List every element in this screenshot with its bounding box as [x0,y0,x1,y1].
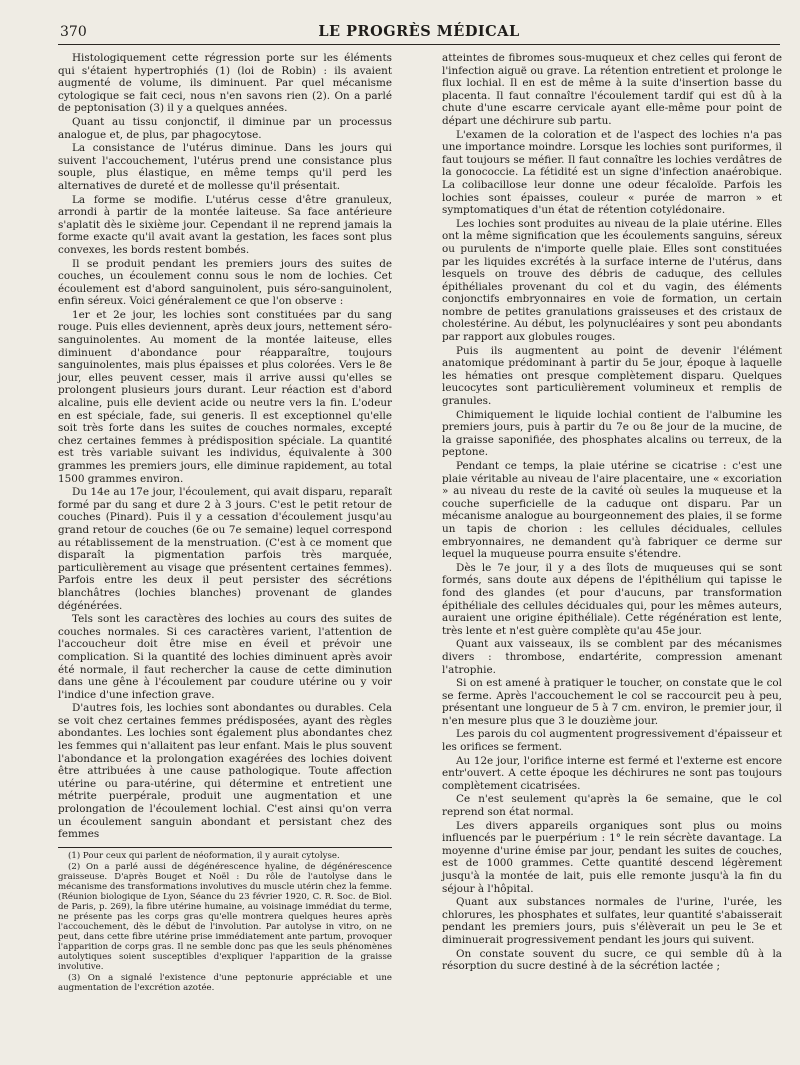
paragraph: On constate souvent du sucre, ce qui semble dû à la résorption du sucre destiné à de la sécrétion lactée ; [442,947,782,973]
footnote: (3) On a signalé l'existence d'une peptonurie appréciable et une augmentation de l'excrétion azotée. [58,972,392,993]
paragraph: Histologiquement cette régression porte sur les éléments qui s'étaient hypertrophiés (1) (loi de Robin) : ils avaient augmenté de volume, ils diminuent. Par quel mécanisme cytologique se fait ceci, nous n'en savons rien (2). On a parlé de peptonisation (3) il y a quelques années. [58,52,392,115]
right-column [442,52,782,974]
footnote: (2) On a parlé aussi de dégénérescence hyaline, de dégénérescence graisseuse. D'après Bouget et Noël : Du rôle de l'autolyse dans le mécanisme des transformations involutives du muscle utérin chez la femme. (Réunion biologique de Lyon, Séance du 23 février 1920, C. R. Soc. de Biol. de Paris, p. 269), la fibre utérine humaine, au voisinage immédiat du terme, ne présente pas les corps gras qu'elle montrera quelques heures après l'accouchement, dès le début de l'involution. Par autolyse in vitro, on ne peut, dans cette fibre utérine prise immédiatement ante partum, provoquer l'apparition de corps gras. Il ne semble donc pas que les seuls phénomènes autolytiques soient susceptibles d'expliquer l'apparition de la graisse involutive. [58,861,392,972]
left-column [58,52,392,993]
paragraph: Du 14e au 17e jour, l'écoulement, qui avait disparu, reparaît formé par du sang et dure 2 à 3 jours. C'est le petit retour de couches (Pinard). Puis il y a cessation d'écoulement jusqu'au grand retour de couches (6e ou 7e semaine) lequel correspond au rétablissement de la menstruation. (C'est à ce moment que disparaît la pigmentation parfois très marquée, particulièrement au visage que présentent certaines femmes). Parfois entre les deux il peut persister des sécrétions blanchâtres (lochies blanches) provenant de glandes dégénérées. [58,486,392,612]
page-number: 370 [60,24,87,40]
paragraph: Puis ils augmentent au point de devenir l'élément anatomique prédominant à partir du 5e jour, époque à laquelle les hématies ont presque complètement disparu. Quelques leucocytes sont particulièrement volumineux et remplis de granules. [442,344,782,408]
paragraph: D'autres fois, les lochies sont abondantes ou durables. Cela se voit chez certaines femmes prédisposées, ayant des règles abondantes. Les lochies sont également plus abondantes chez les femmes qui n'allaitent pas leur enfant. Mais le plus souvent l'abondance et la prolongation exagérées des lochies doivent être attribuées à une cause pathologique. Toute affection utérine ou para-utérine, qui détermine et entretient une métrite puerpérale, produit une augmentation et une prolongation de l'écoulement lochial. C'est ainsi qu'on verra un écoulement sanguin abondant et persistant chez des femmes [58,702,392,841]
footnote: (1) Pour ceux qui parlent de néoformation, il y aurait cytolyse. [68,850,340,861]
paragraph: Il se produit pendant les premiers jours des suites de couches, un écoulement connu sous le nom de lochies. Cet écoulement est d'abord sanguinolent, puis séro-sanguinolent, enfin séreux. Voici généralement ce que l'on observe : [58,257,392,308]
journal-title: LE PROGRÈS MÉDICAL [318,23,520,40]
paragraph: Quant aux substances normales de l'urine, l'urée, les chlorures, les phosphates et sulfates, leur quantité s'abaisserait pendant les premiers jours, puis s'élèverait un peu le 3e et diminuerait progressivement pendant les jours qui suivent. [442,896,782,946]
paragraph: Les parois du col augmentent progressivement d'épaisseur et les orifices se ferment. [442,728,782,754]
paragraph: La forme se modifie. L'utérus cesse d'être granuleux, arrondi à partir de la montée laiteuse. Sa face antérieure s'aplatit dès le sixième jour. Cependant il ne reprend jamais la forme exacte qu'il avait avant la gestation, les faces sont plus convexes, les bords restent bombés. [58,193,392,256]
paragraph: L'examen de la coloration et de l'aspect des lochies n'a pas une importance moindre. Lorsque les lochies sont puriformes, il faut toujours se méfier. Il faut connaître les lochies verdâtres de la gonococcie. La fétidité est un signe d'infection anaérobique. La colibacillose leur donne une odeur fécaloïde. Parfois les lochies sont épaisses, couleur « purée de marron » et symptomatiques d'un état de rétention cotylédonaire. [442,128,782,217]
paragraph: Quant aux vaisseaux, ils se comblent par des mécanismes divers : thrombose, endartérite, compression amenant l'atrophie. [442,638,782,676]
paragraph: La consistance de l'utérus diminue. Dans les jours qui suivent l'accouchement, l'utérus prend une consistance plus souple, plus élastique, en même temps qu'il perd les alternatives de dureté et de mollesse qu'il présentait. [58,142,392,192]
paragraph: Chimiquement le liquide lochial contient de l'albumine les premiers jours, puis à partir du 7e ou 8e jour de la mucine, de la graisse saponifiée, des phosphates alcalins ou terreux, de la peptone. [442,408,782,459]
paragraph: Tels sont les caractères des lochies au cours des suites de couches normales. Si ces caractères varient, l'attention de l'accoucheur doit être mise en éveil et prévoir une complication. Si la quantité des lochies diminuent après avoir été normale, il faut rechercher la cause de cette diminution dans une gêne à l'écoulement par coudure utérine ou y voir l'indice d'une infection grave. [58,613,392,701]
paragraph: Quant au tissu conjonctif, il diminue par un processus analogue et, de plus, par phagocytose. [58,115,392,141]
page-header [58,22,780,45]
paragraph: Les divers appareils organiques sont plus ou moins influencés par le puerpérium : 1° le rein sécrète davantage. La moyenne d'urine émise par jour, pendant les suites de couches, est de 1000 grammes. Cette quantité descend légèrement jusqu'à la montée de lait, puis elle remonte jusqu'à la fin du séjour à l'hôpital. [442,819,782,895]
paragraph: Au 12e jour, l'orifice interne est fermé et l'externe est encore entr'ouvert. A cette époque les déchirures ne sont pas toujours complètement cicatrisées. [442,754,782,792]
footnotes [58,847,392,993]
paragraph: 1er et 2e jour, les lochies sont constituées par du sang rouge. Puis elles deviennent, après deux jours, nettement séro-sanguinolentes. Au moment de la montée laiteuse, elles diminuent d'abondance pour réapparaître, toujours sanguinolentes, mais plus épaisses et plus colorées. Vers le 8e jour, elles peuvent cesser, mais il arrive aussi qu'elles se prolongent plusieurs jours durant. Leur réaction est d'abord alcaline, puis elle devient acide ou neutre vers la fin. L'odeur en est spéciale, fade, sui generis. Il est exceptionnel qu'elle soit très forte dans les suites de couches normales, excepté chez certaines femmes à prédisposition spéciale. La quantité est très variable suivant les individus, équivalente à 300 grammes les premiers jours, elle diminue rapidement, au total 1500 grammes environ. [58,308,392,485]
paragraph: Si on est amené à pratiquer le toucher, on constate que le col se ferme. Après l'accouchement le col se raccourcit peu à peu, présentant une longueur de 5 à 7 cm. environ, le premier jour, il n'en mesure plus que 3 le douzième jour. [442,677,782,727]
paragraph: Ce n'est seulement qu'après la 6e semaine, que le col reprend son état normal. [442,793,782,819]
paragraph: Dès le 7e jour, il y a des îlots de muqueuses qui se sont formés, sans doute aux dépens de l'épithélium qui tapisse le fond des glandes (et pour d'aucuns, par transformation épithéliale des cellules déciduales qui, pour les mêmes auteurs, auraient une origine épithéliale). Cette régénération est lente, très lente et n'est guère complète qu'au 45e jour. [442,561,782,637]
paragraph: atteintes de fibromes sous-muqueux et chez celles qui feront de l'infection aiguë ou grave. La rétention entretient et prolonge le flux lochial. Il en est de même à la suite d'insertion basse du placenta. Il faut connaître l'écoulement tardif qui est dû à la chute d'une escarre cervicale ayant elle-même pour point de départ une déchirure sub partu. [442,52,782,127]
paragraph: Les lochies sont produites au niveau de la plaie utérine. Elles ont la même signification que les écoulements sanguins, séreux ou purulents de n'importe quelle plaie. Elles sont constituées par les liquides excrétés à la surface interne de l'utérus, dans lesquels on trouve des débris de caduque, des cellules épithéliales provenant du col et du vagin, des éléments conjonctifs embryonnaires en voie de formation, un certain nombre de petites granulations graisseuses et des cristaux de cholestérine. Au début, les polynucléaires y sont peu abondants par rapport aux globules rouges. [442,217,782,344]
paragraph: Pendant ce temps, la plaie utérine se cicatrise : c'est une plaie véritable au niveau de l'aire placentaire, une « excoriation » au niveau du reste de la cavité où seules la muqueuse et la couche superficielle de la caduque ont disparu. Par un mécanisme analogue au bourgeonnement des plaies, il se forme un tapis de chorion : les cellules déciduales, cellules embryonnaires, ne demandent qu'à fabriquer ce derme sur lequel la muqueuse pourra ensuite s'étendre. [442,460,782,561]
